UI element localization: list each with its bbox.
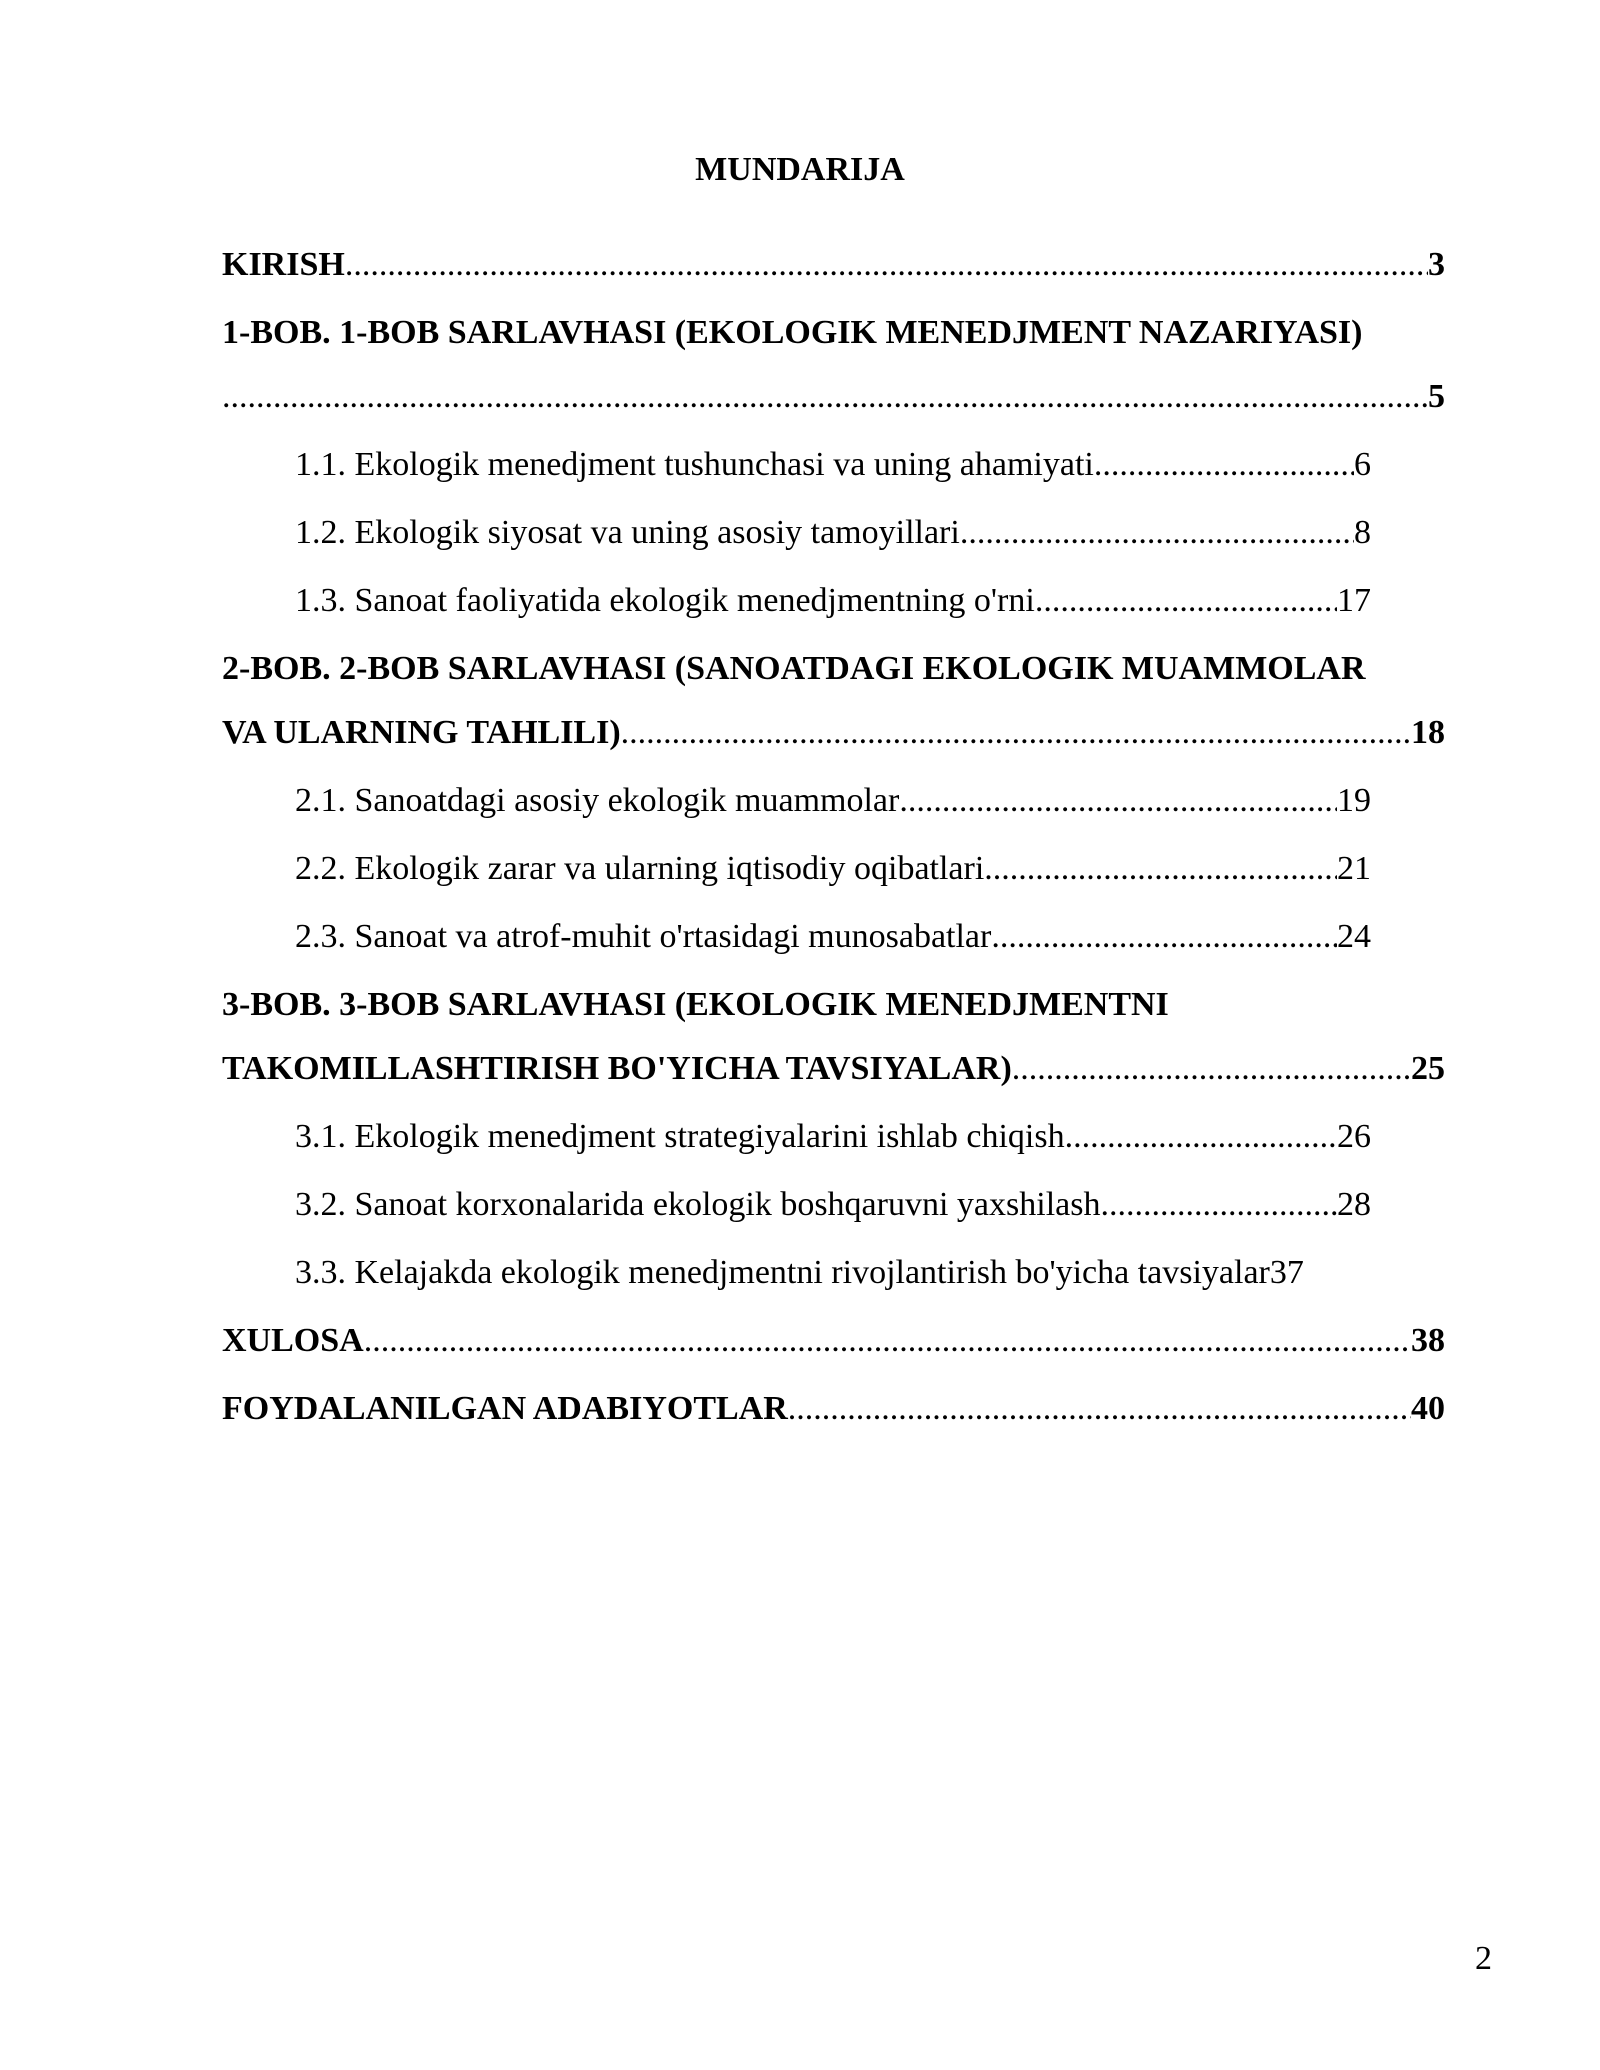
page-title: MUNDARIJA [695, 151, 905, 188]
toc-entry-xulosa[interactable] [222, 1319, 1445, 1363]
toc-label: TAKOMILLASHTIRISH BO'YICHA TAVSIYALAR) [222, 1050, 1012, 1087]
toc-chapter-2-title-line1[interactable]: 2-BOB. 2-BOB SARLAVHASI (SANOATDAGI EKOLOGIK MUAMMOLAR [222, 650, 1366, 687]
toc-page-number: 21 [1337, 850, 1371, 887]
toc-label: 1.2. Ekologik siyosat va uning asosiy tamoyillari [295, 514, 960, 551]
toc-page-number: 38 [1411, 1322, 1445, 1359]
toc-page-number: 6 [1354, 446, 1371, 483]
toc-page-number: 37 [1269, 1254, 1304, 1291]
toc-chapter-3-title-line1[interactable]: 3-BOB. 3-BOB SARLAVHASI (EKOLOGIK MENEDJMENTNI [222, 986, 1169, 1023]
toc-entry-adabiyotlar[interactable] [222, 1387, 1445, 1431]
toc-leader [621, 711, 1411, 755]
toc-leader [1035, 579, 1337, 623]
toc-page-number: 5 [1428, 378, 1445, 415]
toc-leader [345, 243, 1428, 287]
toc-label: XULOSA [222, 1322, 364, 1359]
toc-entry-chapter-1[interactable] [222, 375, 1445, 419]
toc-chapter-1-title[interactable]: 1-BOB. 1-BOB SARLAVHASI (EKOLOGIK MENEDJMENT NAZARIYASI) [222, 314, 1363, 351]
toc-label: 1.1. Ekologik menedjment tushunchasi va uning ahamiyati [295, 446, 1094, 483]
toc-leader [1100, 1183, 1337, 1227]
toc-page-number: 40 [1411, 1390, 1445, 1427]
toc-label: 3.1. Ekologik menedjment strategiyalarini ishlab chiqish [295, 1118, 1065, 1155]
toc-leader [1065, 1115, 1337, 1159]
toc-page-number: 3 [1428, 246, 1445, 283]
page-number: 2 [1475, 1940, 1492, 1977]
toc-label: VA ULARNING TAHLILI) [222, 714, 621, 751]
toc-entry-2-1[interactable] [295, 779, 1371, 823]
toc-entry-3-1[interactable] [295, 1115, 1371, 1159]
toc-label: 1.3. Sanoat faoliyatida ekologik menedjmentning o'rni [295, 582, 1035, 619]
toc-entry-1-3[interactable] [295, 579, 1371, 623]
toc-leader [991, 915, 1337, 959]
toc-leader [788, 1387, 1411, 1431]
toc-leader [984, 847, 1337, 891]
toc-entry-chapter-3[interactable] [222, 1047, 1445, 1091]
toc-label: FOYDALANILGAN ADABIYOTLAR [222, 1390, 788, 1427]
toc-page-number: 19 [1337, 782, 1371, 819]
toc-page-number: 26 [1337, 1118, 1371, 1155]
toc-page-number: 28 [1337, 1186, 1371, 1223]
toc-page-number: 17 [1337, 582, 1371, 619]
toc-leader [1012, 1047, 1411, 1091]
toc-entry-2-2[interactable] [295, 847, 1371, 891]
toc-leader [1094, 443, 1354, 487]
toc-label: KIRISH [222, 246, 345, 283]
toc-leader [222, 375, 1428, 419]
toc-leader [899, 779, 1337, 823]
toc-page-number: 8 [1354, 514, 1371, 551]
toc-entry-1-2[interactable] [295, 511, 1371, 555]
toc-label: 2.2. Ekologik zarar va ularning iqtisodiy oqibatlari [295, 850, 985, 887]
toc-label: 2.3. Sanoat va atrof-muhit o'rtasidagi munosabatlar [295, 918, 992, 955]
toc-entry-3-2[interactable] [295, 1183, 1371, 1227]
toc-entry-chapter-2[interactable] [222, 711, 1445, 755]
toc-entry-kirish[interactable] [222, 243, 1445, 287]
toc-entry-2-3[interactable] [295, 915, 1371, 959]
toc-entry-3-3[interactable] [295, 1251, 1304, 1295]
toc-label: 3.2. Sanoat korxonalarida ekologik boshqaruvni yaxshilash [295, 1186, 1101, 1223]
toc-leader [960, 511, 1354, 555]
toc-label: 3.3. Kelajakda ekologik menedjmentni rivojlantirish bo'yicha tavsiyalar [295, 1254, 1270, 1291]
toc-page-number: 25 [1411, 1050, 1445, 1087]
toc-label: 2.1. Sanoatdagi asosiy ekologik muammolar [295, 782, 900, 819]
toc-page-number: 18 [1411, 714, 1445, 751]
toc-leader [364, 1319, 1411, 1363]
toc-page-number: 24 [1337, 918, 1371, 955]
toc-entry-1-1[interactable] [295, 443, 1371, 487]
